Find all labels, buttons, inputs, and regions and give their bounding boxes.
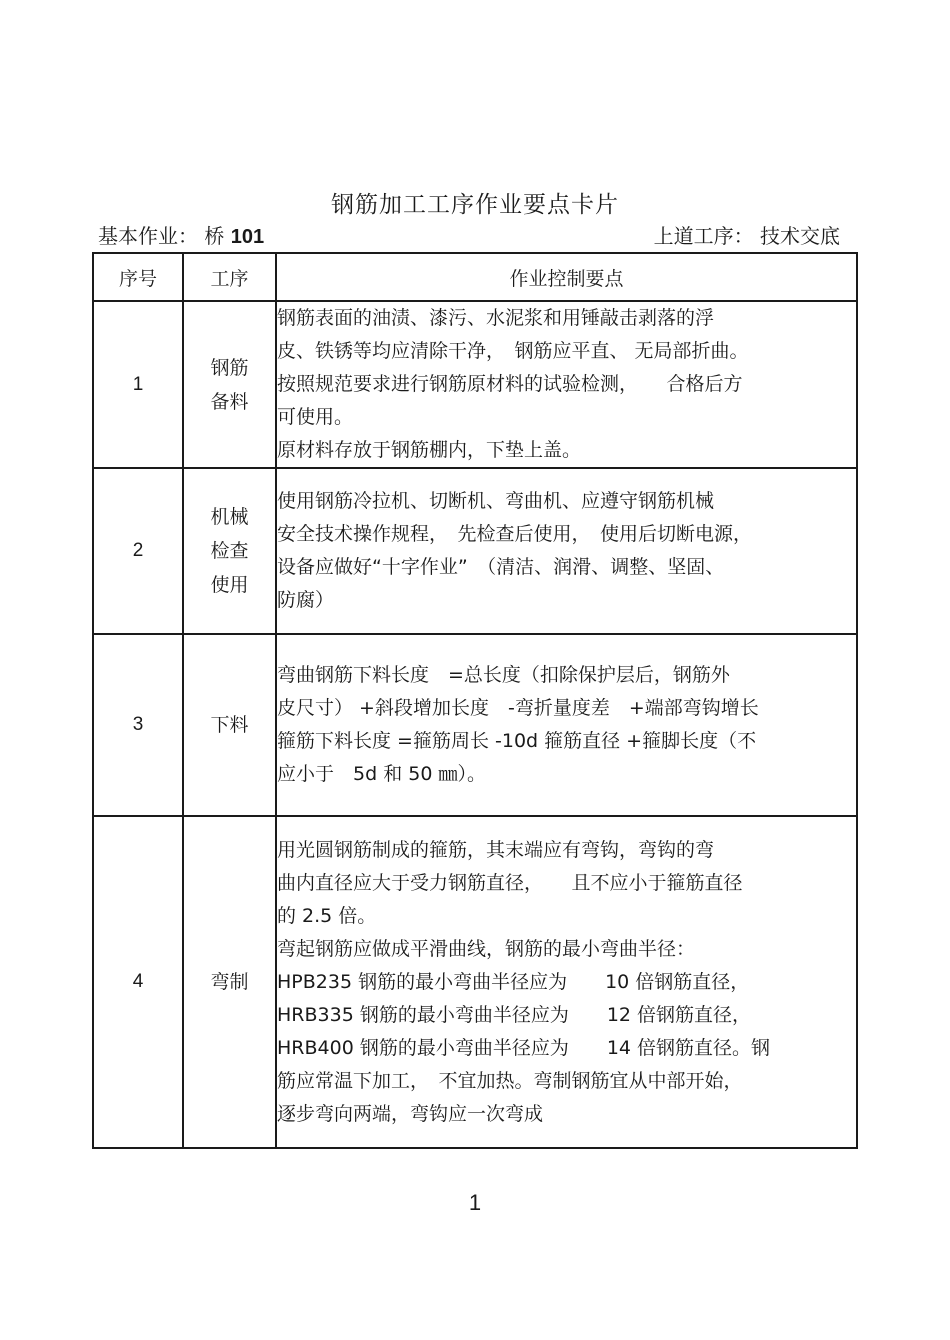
basic-operation-label: 基本作业： (98, 224, 198, 248)
row-control-points (276, 634, 857, 816)
table-row (93, 816, 857, 1148)
process-line: 钢筋 (210, 356, 249, 379)
point-line: HRB335 钢筋的最小弯曲半径应为 12 倍钢筋直径， (277, 1003, 752, 1026)
previous-process-label: 上道工序： (653, 224, 754, 248)
previous-process (654, 220, 840, 249)
point-line: 的 2.5 倍。 (277, 904, 377, 927)
point-line: HRB400 钢筋的最小弯曲半径应为 14 倍钢筋直径。钢 (277, 1036, 771, 1059)
operation-points-table (92, 252, 858, 1149)
row-number: 2 (93, 468, 183, 634)
page-title: 钢筋加工工序作业要点卡片 (331, 192, 619, 218)
process-line: 机械 (210, 506, 249, 528)
table-row (93, 634, 857, 816)
point-line: HPB235 钢筋的最小弯曲半径应为 10 倍钢筋直径， (277, 970, 750, 993)
point-line: 设备应做好“十字作业” （清洁、润滑、调整、坚固、 (277, 556, 725, 578)
row-control-points (276, 816, 857, 1148)
row-control-points (276, 468, 857, 634)
point-line: 皮尺寸） +斜段增加长度 -弯折量度差 +端部弯钩增长 (277, 697, 759, 719)
point-line: 箍筋下料长度 =箍筋周长 -10d 箍筋直径 +箍脚长度（不 (277, 730, 757, 752)
row-number: 4 (93, 816, 183, 1148)
row-process (183, 468, 276, 634)
point-line: 曲内直径应大于受力钢筋直径， 且不应小于箍筋直径 (277, 871, 743, 894)
point-line: 使用钢筋冷拉机、切断机、弯曲机、应遵守钢筋机械 (277, 490, 715, 512)
header-control-points: 作业控制要点 (276, 253, 857, 301)
point-line: 弯起钢筋应做成平滑曲线，钢筋的最小弯曲半径： (277, 937, 696, 960)
row-number: 3 (93, 634, 183, 816)
basic-operation-value-prefix: 桥 (204, 224, 225, 248)
row-process (183, 301, 276, 468)
previous-process-value: 技术交底 (760, 224, 840, 248)
process-line: 检查 (210, 540, 249, 562)
process-line: 备料 (210, 390, 249, 413)
point-line: 应小于 5d 和 50 ㎜）。 (277, 763, 486, 785)
table-row (93, 301, 857, 468)
row-process (183, 634, 276, 816)
basic-operation (98, 220, 264, 249)
process-line: 弯制 (210, 971, 249, 993)
point-line: 防腐） (277, 589, 335, 611)
row-number: 1 (93, 301, 183, 468)
header-process: 工序 (183, 253, 276, 301)
process-line: 使用 (210, 574, 249, 596)
point-line: 原材料存放于钢筋棚内，下垫上盖。 (277, 439, 582, 461)
table-header-row (93, 253, 857, 301)
row-control-points (276, 301, 857, 468)
point-line: 用光圆钢筋制成的箍筋，其末端应有弯钩，弯钩的弯 (277, 838, 715, 861)
table-row (93, 468, 857, 634)
point-line: 钢筋表面的油渍、漆污、水泥浆和用锤敲击剥落的浮 (277, 307, 715, 329)
row-process (183, 816, 276, 1148)
page-number: 1 (468, 1190, 482, 1215)
header-seq-no: 序号 (93, 253, 183, 301)
point-line: 可使用。 (277, 406, 354, 428)
point-line: 按照规范要求进行钢筋原材料的试验检测， 合格后方 (277, 373, 743, 395)
point-line: 弯曲钢筋下料长度 =总长度（扣除保护层后，钢筋外 (277, 664, 730, 686)
basic-operation-value-number: 101 (230, 226, 265, 248)
point-line: 皮、铁锈等均应清除干净， 钢筋应平直、 无局部折曲。 (277, 340, 749, 362)
point-line: 安全技术操作规程， 先检查后使用， 使用后切断电源， (277, 523, 753, 545)
process-line: 下料 (210, 714, 249, 736)
point-line: 逐步弯向两端，弯钩应一次弯成 (277, 1102, 544, 1125)
point-line: 筋应常温下加工， 不宜加热。弯制钢筋宜从中部开始， (277, 1069, 743, 1092)
